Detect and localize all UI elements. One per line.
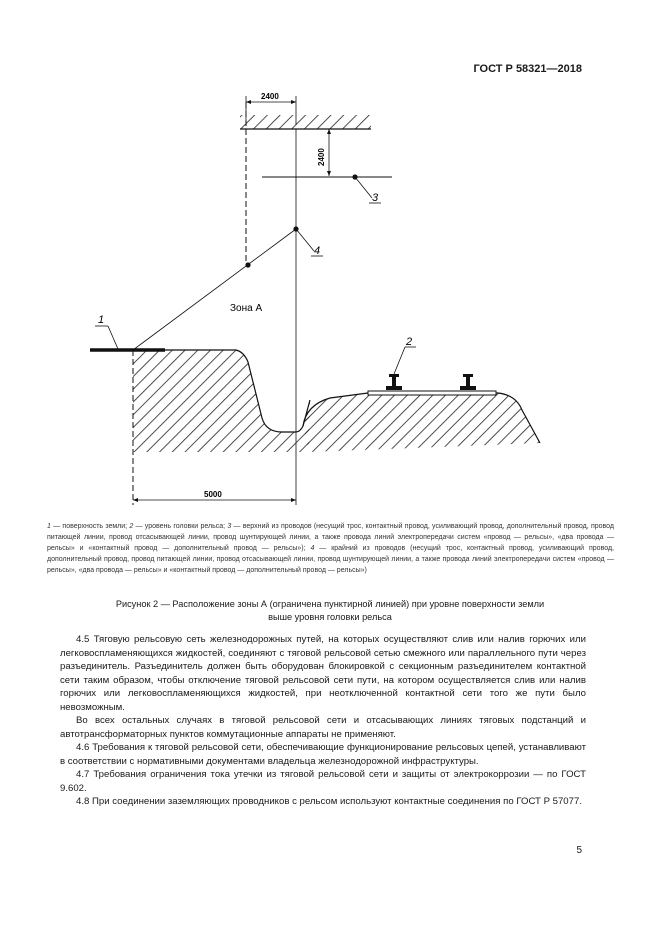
dim-bottom-label: 5000 [204,490,222,499]
caption-line-2: выше уровня головки рельса [268,612,392,622]
legend-num-3: 3 [227,523,232,530]
dim-top-label: 2400 [261,92,279,101]
ceiling-hatch [240,115,371,129]
paragraph-4-5: 4.5 Тяговую рельсовую сеть железнодорожных путей, на которых осуществляют слив или налив горючих или легковоспламеняющихся жидкостей, соединяют с тяговой рельсовой сетью смежного или параллельного пути через разъединитель. Разъединитель должен быть оборудован блокировкой с секционным разъединителем контактной сети таким образом, чтобы отключение тяговой рельсовой сети пути, на котором осуществляется слив или налив горючих или легковоспламеняющихся жидкостей, при неотключенной контактной сети того же пути было невозможным. [60,634,586,713]
label-4: 4 [314,245,321,257]
sleeper [368,391,496,395]
legend-num-4: 4 [310,545,315,552]
caption-line-1: Рисунок 2 — Расположение зоны А (ограничена пунктирной линией) при уровне поверхности земли [115,599,545,609]
legend-text-3: — верхний из проводов (несущий трос, контактный провод, усиливающий провод, дополнительный провод, провод питающей линии, провод отсасывающей линии, провод шунтирующей линии, а также провода линий электропередачи систем «провод — рельсы», «два провода — рельсы» и «контактный провод — дополнительный провод — рельсы»); [47,523,614,552]
figure-legend [47,521,614,576]
legend-num-1: 1 [47,523,51,530]
zone-a-label: Зона А [230,303,263,314]
legend-text-4: — крайний из проводов (несущий трос, контактный провод, усиливающий провод, дополнительный провод, провод питающей линии, провод отсасывающей линии, провод шунтирующей линии, а также провода линий электропередачи систем «провод — рельсы», «два провода — рельсы» и «контактный провод — дополнительный провод — рельсы») [47,545,614,574]
roadbed-hatch [303,393,540,452]
legend-text-1: — поверхность земли; [50,523,130,530]
dim-vertical-label: 2400 [317,148,326,166]
rail-left [386,374,402,390]
embankment-hatch [133,350,310,452]
legend-num-2: 2 [129,523,134,530]
label-3: 3 [372,192,379,204]
paragraph-4-8: 4.8 При соединении заземляющих проводников с рельсом используют контактные соединения по ГОСТ Р 57077. [76,796,582,807]
page-number: 5 [576,845,582,856]
paragraph-4-5-cont: Во всех остальных случаях в тяговой рельсовой сети и отсасывающих линиях тяговых подстанций и автотрансформаторных пунктов коммутационные аппараты не применяют. [60,715,586,740]
rail-right [460,374,476,390]
label-2: 2 [406,336,413,348]
figure-caption [60,598,600,624]
mid-boundary-point [245,262,250,267]
body-text [60,633,586,809]
label-1: 1 [98,314,105,326]
legend-text-2: — уровень головки рельса; [133,523,228,530]
paragraph-4-6: 4.6 Требования к тяговой рельсовой сети, обеспечивающие функционирование рельсовых цепей, устанавливают в соответствии с нормативными документами владельца железнодорожной инфраструктуры. [60,742,586,767]
zone-boundary-diagonal [133,229,296,350]
document-id: ГОСТ Р 58321—2018 [473,63,582,75]
paragraph-4-7: 4.7 Требования ограничения тока утечки из тяговой рельсовой сети и защиты от электрокоррозии — по ГОСТ 9.602. [60,769,586,794]
